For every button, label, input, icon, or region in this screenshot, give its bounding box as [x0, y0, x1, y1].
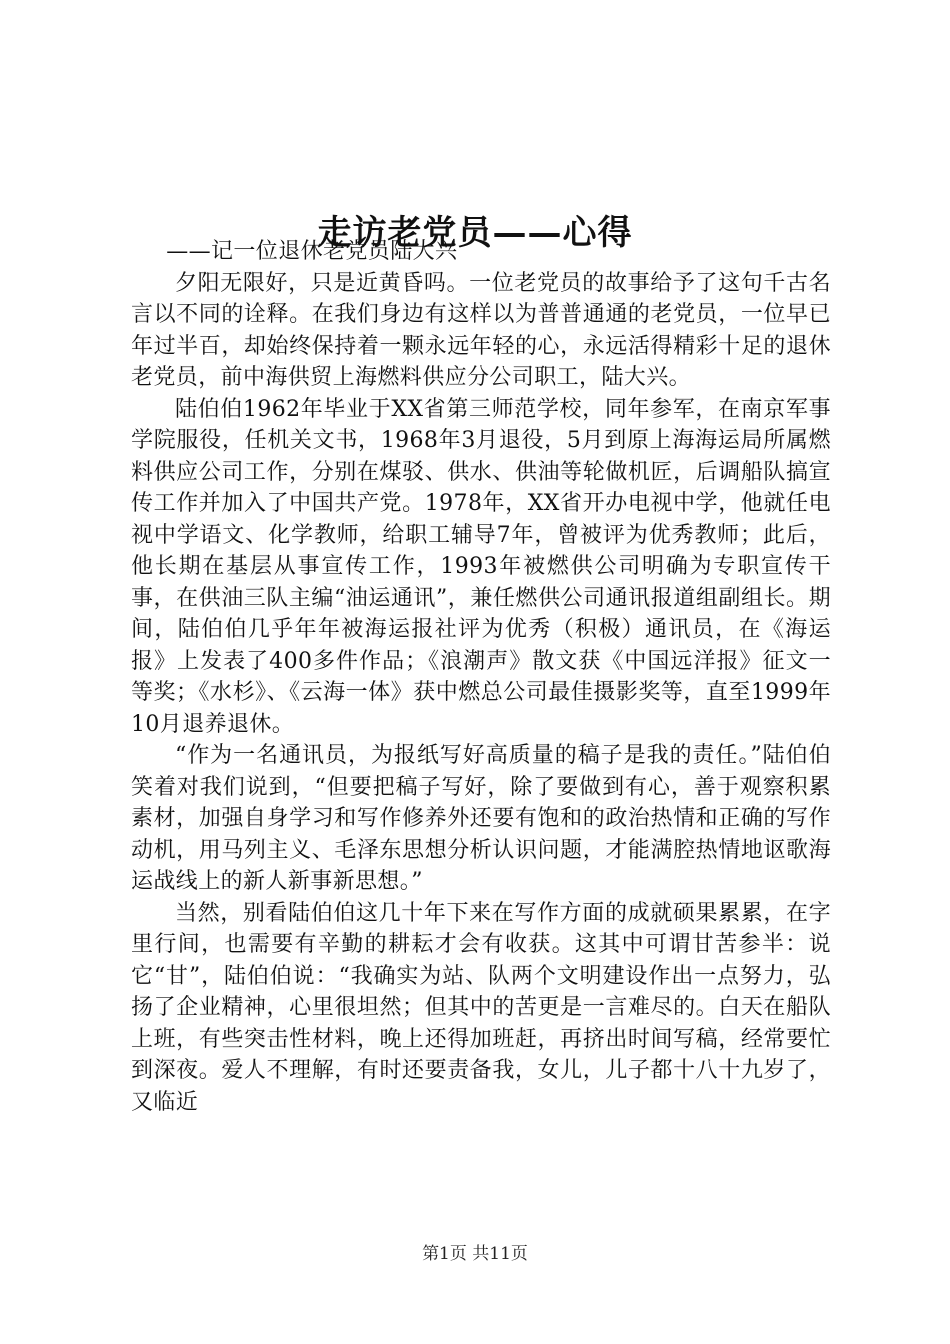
- body-paragraph-4: 当然，别看陆伯伯这几十年下来在写作方面的成就硕果累累，在字里行间，也需要有辛勤的耕耘才会有收获。这其中可谓甘苦参半：说它“甘”，陆伯伯说：“我确实为站、队两个文明建设作出一点努力，弘扬了企业精神，心里很坦然；但其中的苦更是一言难尽的。白天在船队上班，有些突击性材料，晚上还得加班赶，再挤出时间写稿，经常要忙到深夜。爱人不理解，有时还要责备我，女儿，儿子都十八十九岁了，又临近: [131, 900, 831, 1115]
- document-subtitle: ——记一位退休老党员陆大兴: [166, 239, 458, 264]
- page-number-footer: 第1页 共11页: [422, 1244, 528, 1264]
- document-body: [131, 236, 831, 1184]
- body-paragraph-3: “作为一名通讯员，为报纸写好高质量的稿子是我的责任。”陆伯伯笑着对我们说到，“但要把稿子写好，除了要做到有心，善于观察积累素材，加强自身学习和写作修养外还要有饱和的政治热情和正确的写作动机，用马列主义、毛泽东思想分析认识问题，才能满腔热情地讴歌海运战线上的新人新事新思想。”: [131, 743, 831, 894]
- document-title: 走访老党员——心得: [317, 212, 633, 253]
- body-paragraph-2: 陆伯伯1962年毕业于XX省第三师范学校，同年参军，在南京军事学院服役，任机关文书，1968年3月退役，5月到原上海海运局所属燃料供应公司工作，分别在煤驳、供水、供油等轮做机匠，后调船队搞宣传工作并加入了中国共产党。1978年，XX省开办电视中学，他就任电视中学语文、化学教师，给职工辅导7年，曾被评为优秀教师；此后，他长期在基层从事宣传工作，1993年被燃供公司明确为专职宣传干事，在供油三队主编“油运通讯”，兼任燃供公司通讯报道组副组长。期间，陆伯伯几乎年年被海运报社评为优秀（积极）通讯员，在《海运报》上发表了400多件作品；《浪潮声》散文获《中国远洋报》征文一等奖；《水杉》、《云海一体》获中燃总公司最佳摄影奖等，直至1999年10月退养退休。: [131, 396, 831, 737]
- body-paragraph-1: 夕阳无限好，只是近黄昏吗。一位老党员的故事给予了这句千古名言以不同的诠释。在我们身边有这样以为普普通通的老党员，一位早已年过半百，却始终保持着一颗永远年轻的心，永远活得精彩十足的退休老党员，前中海供贸上海燃料供应分公司职工，陆大兴。: [131, 270, 831, 390]
